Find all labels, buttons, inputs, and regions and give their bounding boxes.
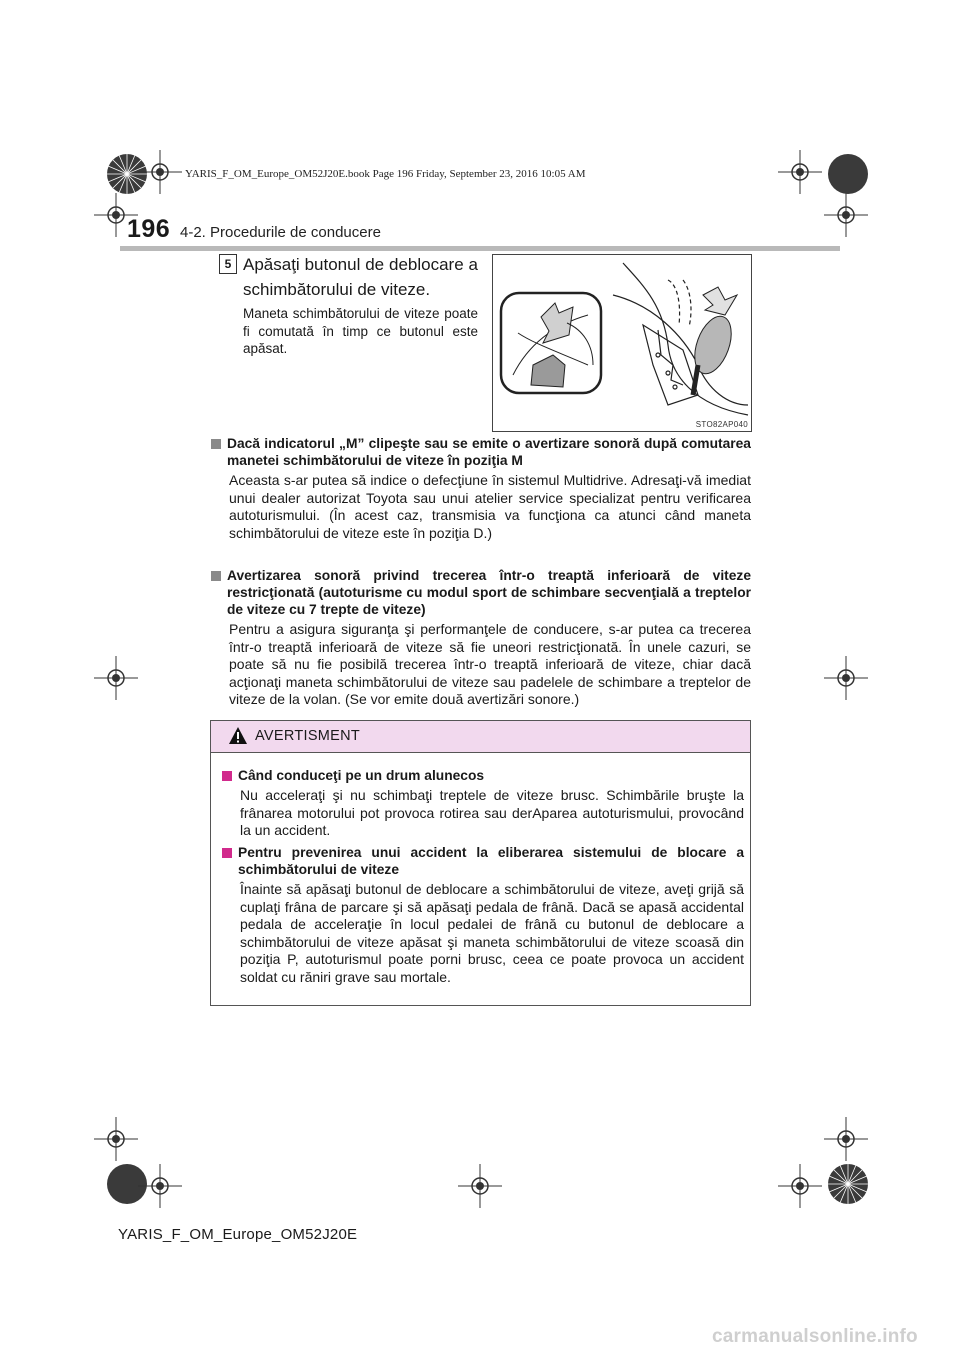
illustration-code: STO82AP040 — [695, 420, 748, 429]
watermark: carmanualsonline.info — [712, 1326, 918, 1347]
crosshair-mark — [778, 1164, 822, 1208]
note-text: Pentru a asigura siguranţa şi performanţele de conducere, s-ar putea ca trecerea într-o treaptă inferioară de viteze să fie uneori restricţionată. În unele cazuri, se poate să nu fie posibilă trecerea într-o treaptă inferioară de viteze, chiar dacă acţionaţi maneta schimbătorului de viteze sau padelele de schimbare a treptelor de viteze de la volan. (Se vor emite două avertizări sonore.) — [229, 621, 751, 707]
shift-lever-illustration — [492, 254, 752, 432]
warning-item-text: Nu acceleraţi şi nu schimbaţi treptele de viteze brusc. Schimbările bruşte la frânarea motorului pot provoca rotirea sau derAparea autoturismului, provocând la un accident. — [240, 787, 744, 838]
warning-item-shift-lock-release — [222, 844, 744, 986]
crosshair-mark — [458, 1164, 502, 1208]
crosshair-mark — [824, 656, 868, 700]
crop-mark-bottom-right — [824, 1160, 872, 1208]
section-title: 4-2. Procedurile de conducere — [180, 224, 381, 241]
note-heading: Dacă indicatorul „M” clipeşte sau se emite o avertizare sonoră după comutarea manetei schimbătorului de viteze în poziţia M — [227, 436, 751, 468]
square-bullet-icon — [222, 771, 232, 781]
note-heading: Avertizarea sonoră privind trecerea într-o treaptă inferioară de viteze restricţionată (autoturisme cu modul sport de schimbare secvenţială a treptelor de viteze cu 7 trepte de viteze) — [227, 568, 751, 617]
square-bullet-icon — [211, 439, 221, 449]
step-number-badge: 5 — [219, 254, 237, 274]
footer-code: YARIS_F_OM_Europe_OM52J20E — [118, 1226, 358, 1243]
crosshair-mark — [138, 1164, 182, 1208]
crosshair-mark — [824, 193, 868, 237]
crosshair-mark — [824, 1117, 868, 1161]
warning-header — [211, 721, 750, 753]
note-m-indicator — [211, 435, 751, 542]
warning-item-heading: Pentru prevenirea unui accident la eliberarea sistemului de blocare a schimbătorului de viteze — [238, 845, 744, 877]
square-bullet-icon — [211, 571, 221, 581]
shift-lever-drawing — [493, 255, 751, 431]
warning-box — [210, 720, 751, 1006]
step-body: Maneta schimbătorului de viteze poate fi comutată în timp ce butonul este apăsat. — [243, 306, 478, 356]
warning-triangle-icon — [228, 726, 248, 745]
note-downshift-buzzer — [211, 567, 751, 709]
header-rule — [120, 246, 840, 251]
warning-item-text: Înainte să apăsaţi butonul de deblocare a schimbătorului de viteze, aveţi grijă să cuplaţi frâna de parcare şi să apăsaţi pedala de frână. Dacă se apasă accidental pedala de acceleraţie în locul pedalei de frână cu butonul de deblocare a schimbătorului de viteze apăsat şi maneta schimbătorului de viteze scoasă din poziţia P, autoturismul poate porni brusc, ceea ce poate provoca un accident soldat cu răniri grave sau mortale. — [240, 881, 744, 985]
step-title: Apăsaţi butonul de deblocare a schimbătorului de viteze. — [243, 255, 478, 299]
warning-item-slippery-road — [222, 767, 744, 840]
page-number: 196 — [127, 215, 171, 243]
warning-item-heading: Când conduceţi pe un drum alunecos — [238, 768, 485, 783]
square-bullet-icon — [222, 848, 232, 858]
note-text: Aceasta s-ar putea să indice o defecţiune în sistemul Multidrive. Adresaţi-vă imediat unui dealer autorizat Toyota sau unui atelier service specializat pentru verificarea autoturismului. (În acest caz, transmisia va funcţiona ca atunci când maneta schimbătorului de viteze este în poziţia D.) — [229, 472, 751, 541]
warning-title: AVERTISMENT — [255, 728, 361, 744]
crosshair-mark — [94, 656, 138, 700]
crosshair-mark — [94, 1117, 138, 1161]
book-info-line: YARIS_F_OM_Europe_OM52J20E.book Page 196 Friday, September 23, 2016 10:05 AM — [185, 168, 586, 180]
crosshair-mark — [138, 150, 182, 194]
crop-mark-top-right — [824, 150, 872, 198]
crosshair-mark — [778, 150, 822, 194]
